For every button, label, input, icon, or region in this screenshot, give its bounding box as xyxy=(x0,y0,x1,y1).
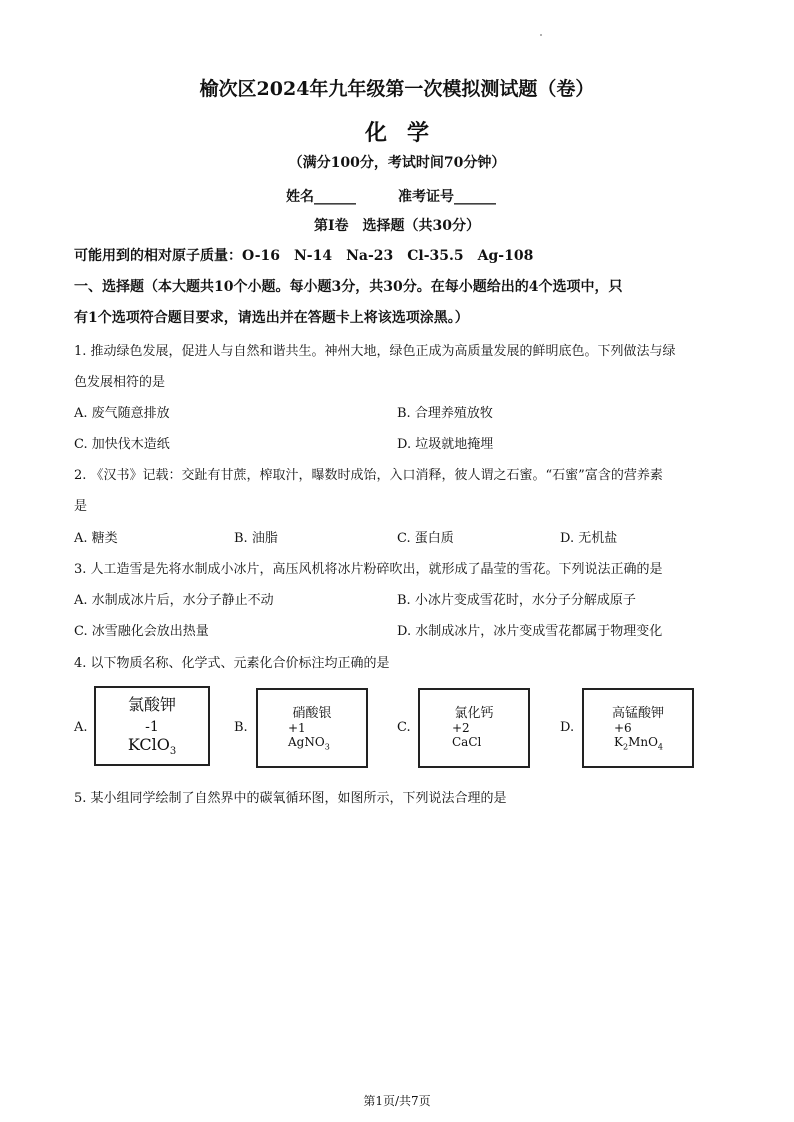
exam-title: 榆次区2024年九年级第一次模拟测试题（卷） xyxy=(199,78,595,100)
exam-meta: （满分100分，考试时间70分钟） xyxy=(288,155,506,171)
q4-box-b[interactable] xyxy=(256,688,368,768)
atomic-masses: 可能用到的相对原子质量：O-16 N-14 Na-23 Cl-35.5 Ag-108 xyxy=(74,248,534,264)
q2-stem: 2. 《汉书》记载：交趾有甘蔗，榨取汁，曝数时成饴，入口消释，彼人谓之石蜜。“石蜜”富含的营养素 xyxy=(74,468,663,483)
q2-option-b[interactable]: B. 油脂 xyxy=(234,531,278,546)
q4-box-c[interactable] xyxy=(418,688,530,768)
q1-option-b[interactable]: B. 合理养殖放牧 xyxy=(397,406,493,421)
id-field: 准考证号______ xyxy=(398,189,496,205)
box-b-name: 硝酸银 xyxy=(292,706,332,721)
page-number: 第1页/共7页 xyxy=(363,1094,431,1108)
box-a-valence: -1 xyxy=(145,719,159,735)
instructions-line1: 一、选择题（本大题共10个小题。每小题3分，共30分。在每小题给出的4个选项中，只 xyxy=(74,279,623,295)
q1-option-d[interactable]: D. 垃圾就地掩埋 xyxy=(397,437,494,452)
q4-stem: 4. 以下物质名称、化学式、元素化合价标注均正确的是 xyxy=(74,656,390,671)
box-d-formula: $K_2MnO_4$ xyxy=(614,735,664,752)
box-d-valence: +6 xyxy=(614,721,632,735)
q1-stem-cont: 色发展相符的是 xyxy=(74,375,166,390)
box-c-name: 氯化钙 xyxy=(454,706,494,721)
q2-option-d[interactable]: D. 无机盐 xyxy=(560,531,618,546)
q3-option-b[interactable]: B. 小冰片变成雪花时，水分子分解成原子 xyxy=(397,593,636,608)
instructions-line2: 有1个选项符合题目要求，请选出并在答题卡上将该选项涂黑。） xyxy=(74,310,469,326)
section-title: 第Ⅰ卷 选择题（共30分） xyxy=(313,218,481,234)
name-field: 姓名______ xyxy=(286,189,356,205)
q3-option-c[interactable]: C. 冰雪融化会放出热量 xyxy=(74,624,209,639)
q1-option-c[interactable]: C. 加快伐木造纸 xyxy=(74,437,170,452)
scan-dot xyxy=(540,34,542,36)
q3-option-a[interactable]: A. 水制成冰片后，水分子静止不动 xyxy=(74,593,274,608)
q3-stem: 3. 人工造雪是先将水制成小冰片，高压风机将冰片粉碎吹出，就形成了晶莹的雪花。下列说法正确的是 xyxy=(74,562,663,577)
q2-option-a[interactable]: A. 糖类 xyxy=(74,531,118,546)
q4-option-d-label[interactable]: D. xyxy=(560,720,575,735)
q4-box-d[interactable] xyxy=(582,688,694,768)
box-b-formula: AgNO$_3$ xyxy=(288,735,330,752)
q4-option-b-label[interactable]: B. xyxy=(234,720,248,735)
q1-stem: 1. 推动绿色发展，促进人与自然和谐共生。神州大地，绿色正成为高质量发展的鲜明底色。下列做法与绿 xyxy=(74,344,676,359)
box-d-name: 高锰酸钾 xyxy=(611,706,664,721)
q4-option-c-label[interactable]: C. xyxy=(397,720,411,735)
q5-stem: 5. 某小组同学绘制了自然界中的碳氧循环图，如图所示，下列说法合理的是 xyxy=(74,791,507,806)
box-c-valence: +2 xyxy=(452,721,470,735)
box-a-formula: KClO$_3$ xyxy=(127,735,177,758)
q4-box-a[interactable] xyxy=(94,686,210,766)
box-a-name: 氯酸钾 xyxy=(127,695,176,714)
subject-title: 化学 xyxy=(364,120,449,146)
q2-stem-cont: 是 xyxy=(74,499,88,514)
q4-option-a-label[interactable]: A. xyxy=(74,720,88,735)
box-c-formula: CaCl xyxy=(452,735,482,749)
q1-option-a[interactable]: A. 废气随意排放 xyxy=(74,406,170,421)
q3-option-d[interactable]: D. 水制成冰片，冰片变成雪花都属于物理变化 xyxy=(397,624,663,639)
box-b-valence: +1 xyxy=(288,721,306,735)
q2-option-c[interactable]: C. 蛋白质 xyxy=(397,531,454,546)
